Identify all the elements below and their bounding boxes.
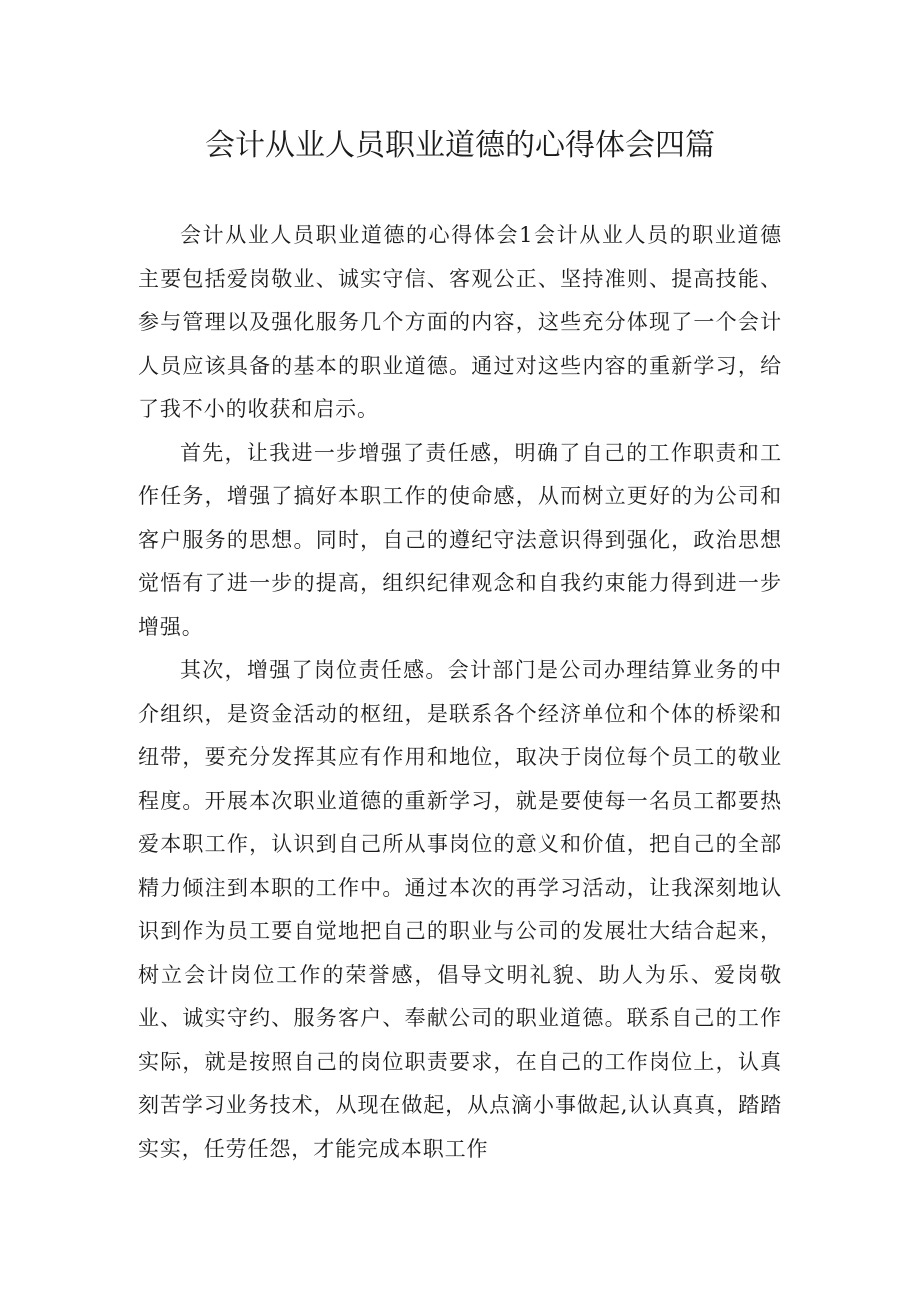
paragraph-1: 会计从业人员职业道德的心得体会1会计从业人员的职业道德主要包括爱岗敬业、诚实守信、客观公正、坚持准则、提高技能、参与管理以及强化服务几个方面的内容，这些充分体现了一个会计人员应该具备的基本的职业道德。通过对这些内容的重新学习，给了我不小的收获和启示。 — [138, 223, 782, 421]
document-title: 会计从业人员职业道德的心得体会四篇 — [205, 128, 715, 163]
paragraph-3: 其次，增强了岗位责任感。会计部门是公司办理结算业务的中介组织，是资金活动的枢纽，是联系各个经济单位和个体的桥梁和纽带，要充分发挥其应有作用和地位，取决于岗位每个员工的敬业程度。开展本次职业道德的重新学习，就是要使每一名员工都要热爱本职工作，认识到自己所从事岗位的意义和价值，把自己的全部精力倾注到本职的工作中。通过本次的再学习活动，让我深刻地认识到作为员工要自觉地把自己的职业与公司的发展壮大结合起来，树立会计岗位工作的荣誉感，倡导文明礼貌、助人为乐、爱岗敬业、诚实守约、服务客户、奉献公司的职业道德。联系自己的工作实际，就是按照自己的岗位职责要求，在自己的工作岗位上，认真刻苦学习业务技术，从现在做起，从点滴小事做起,认认真真，踏踏实实，任劳任怨，才能完成本职工作 — [138, 658, 782, 1161]
document-body — [138, 214, 782, 1171]
paragraph-2: 首先，让我进一步增强了责任感，明确了自己的工作职责和工作任务，增强了搞好本职工作的使命感，从而树立更好的为公司和客户服务的思想。同时，自己的遵纪守法意识得到强化，政治思想觉悟有了进一步的提高，组织纪律观念和自我约束能力得到进一步增强。 — [138, 440, 782, 639]
